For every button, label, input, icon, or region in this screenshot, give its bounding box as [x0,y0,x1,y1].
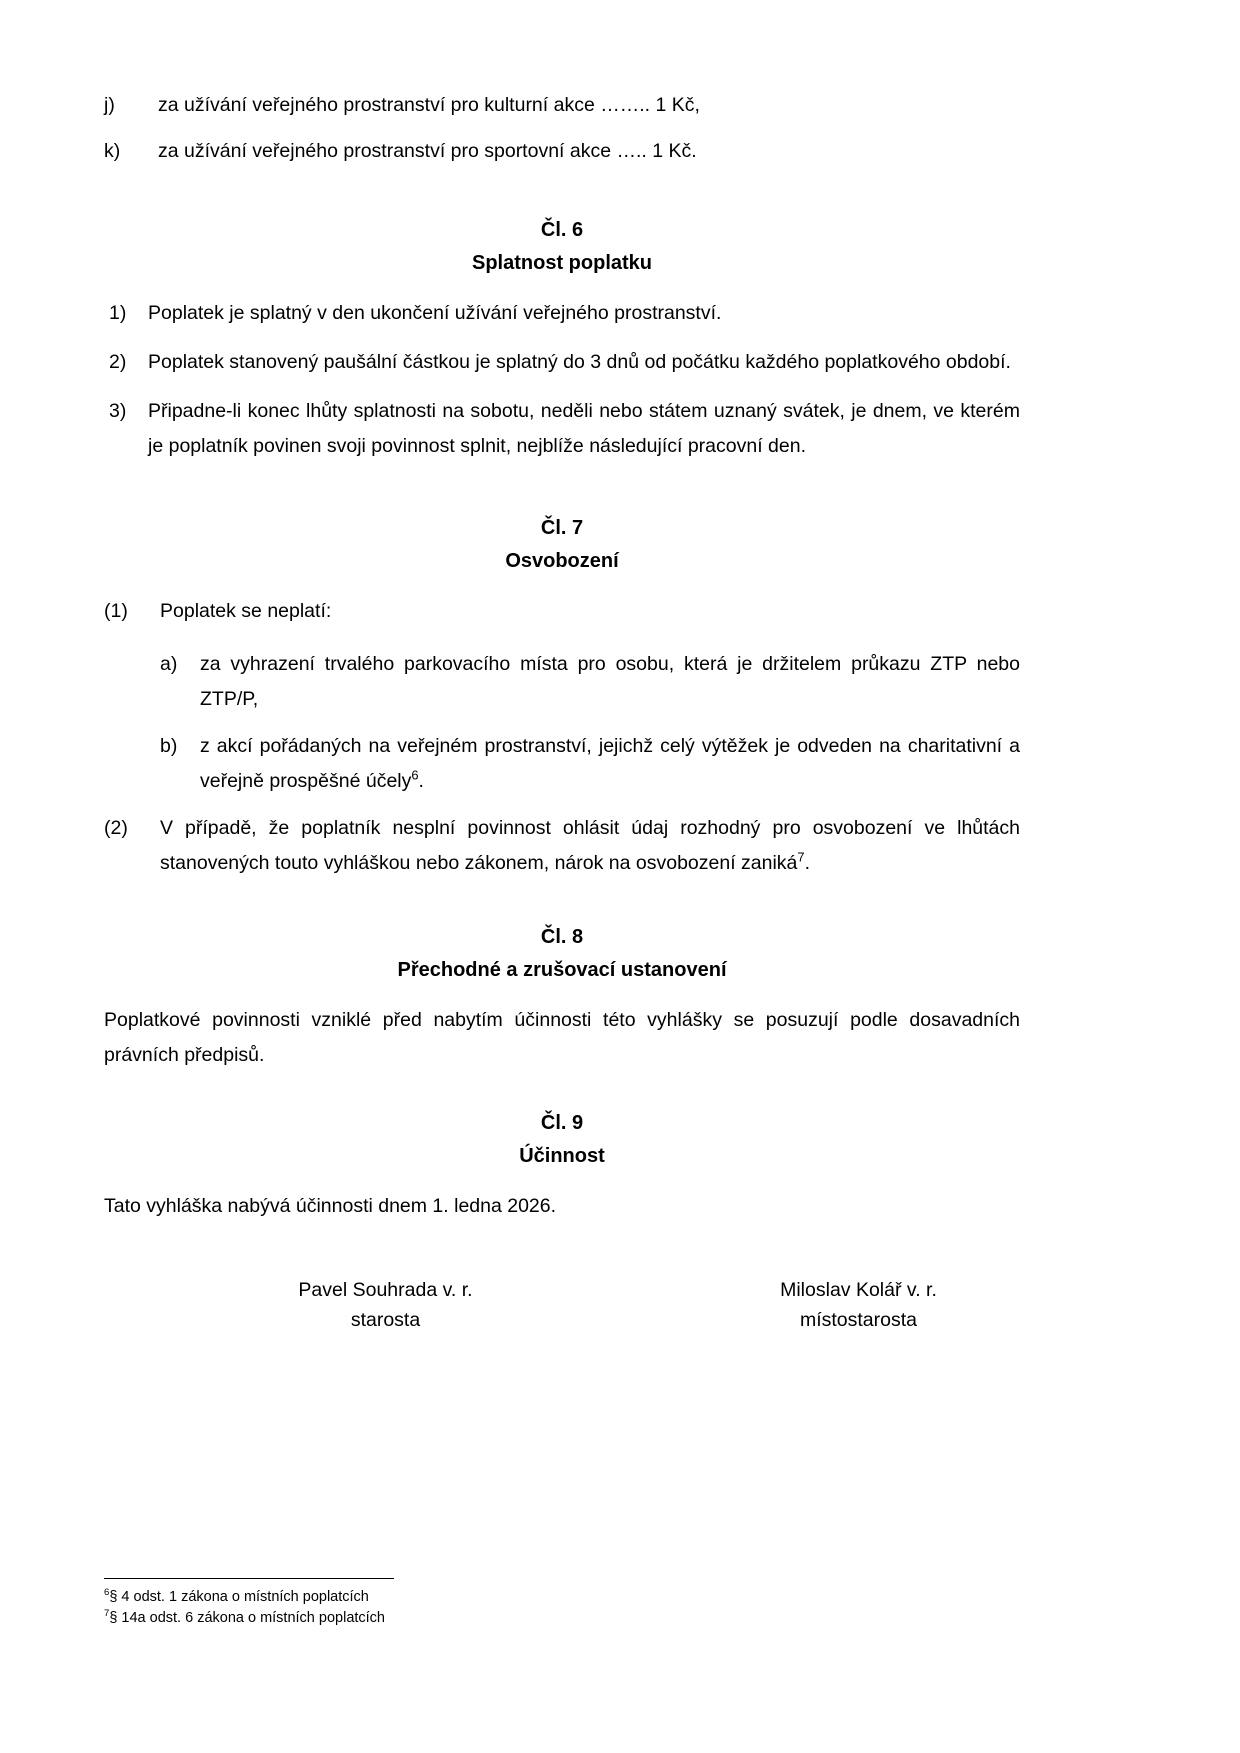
signature-block [104,1275,1020,1335]
paragraph-text-tail: . [804,852,810,874]
list-item-text: z akcí pořádaných na veřejném prostranství, jejichž celý výtěžek je odveden na charitativní a veřejně prospěšné účely [200,735,1020,792]
footnote-7-text: § 14a odst. 6 zákona o místních poplatcích [109,1610,385,1626]
article-6-subheading: Splatnost poplatku [472,252,652,274]
signature-name: Pavel Souhrada v. r. [298,1279,473,1301]
list-marker: j) [104,94,115,116]
footnote-number-6: 6 [104,1587,110,1599]
spacer [104,887,1020,921]
article-8-subheading: Přechodné a zrušovací ustanovení [397,959,727,981]
footnote-6-text: § 4 odst. 1 zákona o místních poplatcích [109,1589,369,1605]
list-item-text: Poplatek je splatný v den ukončení užívání veřejného prostranství. [148,302,722,324]
signature-mayor [224,1275,547,1335]
spacer [104,635,1020,647]
signature-name: Miloslav Kolář v. r. [780,1279,937,1301]
list-item-text: Připadne-li konec lhůty splatnosti na sobotu, neděli nebo státem uznaný svátek, je dnem, ve kterém je poplatník povinen svoji povinnost splnit, nejblíže následující pracovní den. [148,400,1020,457]
article-8-body: Poplatkové povinnosti vzniklé před nabytím účinnosti této vyhlášky se posuzují podle dosavadních právních předpisů. [104,1009,1020,1066]
signature-deputy-mayor [697,1275,1020,1335]
spacer [104,180,1020,214]
list-marker: (2) [104,817,128,839]
footnote-6 [104,1587,1020,1608]
document-body [104,88,1020,1224]
list-item [104,296,1020,331]
footnote-reference-7: 7 [797,849,805,865]
spacer [104,987,1020,1003]
list-marker: 2) [109,351,127,373]
list-item [104,594,1020,629]
list-marker: b) [160,735,178,757]
list-marker: 1) [109,302,127,324]
list-item [104,134,1020,169]
list-item-text-tail: . [418,770,424,792]
article-7-paragraphs [104,594,1020,629]
footnote-number-7: 7 [104,1608,110,1620]
footnote-reference-6: 6 [411,767,419,783]
signature-role: místostarosta [799,1309,918,1331]
footnotes-section [104,1578,1020,1629]
footnote-separator-rule [104,1578,394,1579]
list-marker: k) [104,140,121,162]
article-7-heading: Čl. 7 [540,517,584,539]
article-6-items [104,296,1020,464]
article-9-heading: Čl. 9 [540,1112,584,1134]
list-item [104,88,1020,123]
list-marker: 3) [109,400,127,422]
article-7-paragraph-2 [104,811,1020,881]
list-marker: a) [160,653,178,675]
list-item [104,394,1020,464]
spacer [104,478,1020,512]
list-item-text: za užívání veřejného prostranství pro kulturní akce …….. 1 Kč, [158,94,700,116]
footnote-7 [104,1608,1020,1629]
spacer [104,1073,1020,1107]
article-6-heading: Čl. 6 [540,219,584,241]
paragraph-lead-text: Poplatek se neplatí: [160,600,332,622]
spacer [104,578,1020,594]
list-item [104,345,1020,380]
list-item-text: Poplatek stanovený paušální částkou je splatný do 3 dnů od počátku každého poplatkového období. [148,351,1011,373]
article-8-heading: Čl. 8 [540,926,584,948]
spacer [104,1173,1020,1189]
article-7-subheading: Osvobození [505,550,619,572]
list-item-text: za vyhrazení trvalého parkovacího místa pro osobu, která je držitelem průkazu ZTP nebo ZTP/P, [200,653,1020,710]
signature-role: starosta [350,1309,421,1331]
spacer [104,280,1020,296]
article-9-subheading: Účinnost [519,1145,605,1167]
list-marker: (1) [104,600,128,622]
article-9-body: Tato vyhláška nabývá účinnosti dnem 1. ledna 2026. [104,1195,557,1217]
list-item [104,811,1020,881]
list-item-text: za užívání veřejného prostranství pro sportovní akce ….. 1 Kč. [158,140,697,162]
paragraph-text: V případě, že poplatník nesplní povinnost ohlásit údaj rozhodný pro osvobození ve lhůtách stanovených touto vyhláškou nebo zákonem, nárok na osvobození zaniká [160,817,1020,874]
list-item [160,729,1020,799]
list-item [160,647,1020,717]
article-7-exemption-list [160,647,1020,799]
fee-rates-list [104,88,1020,169]
